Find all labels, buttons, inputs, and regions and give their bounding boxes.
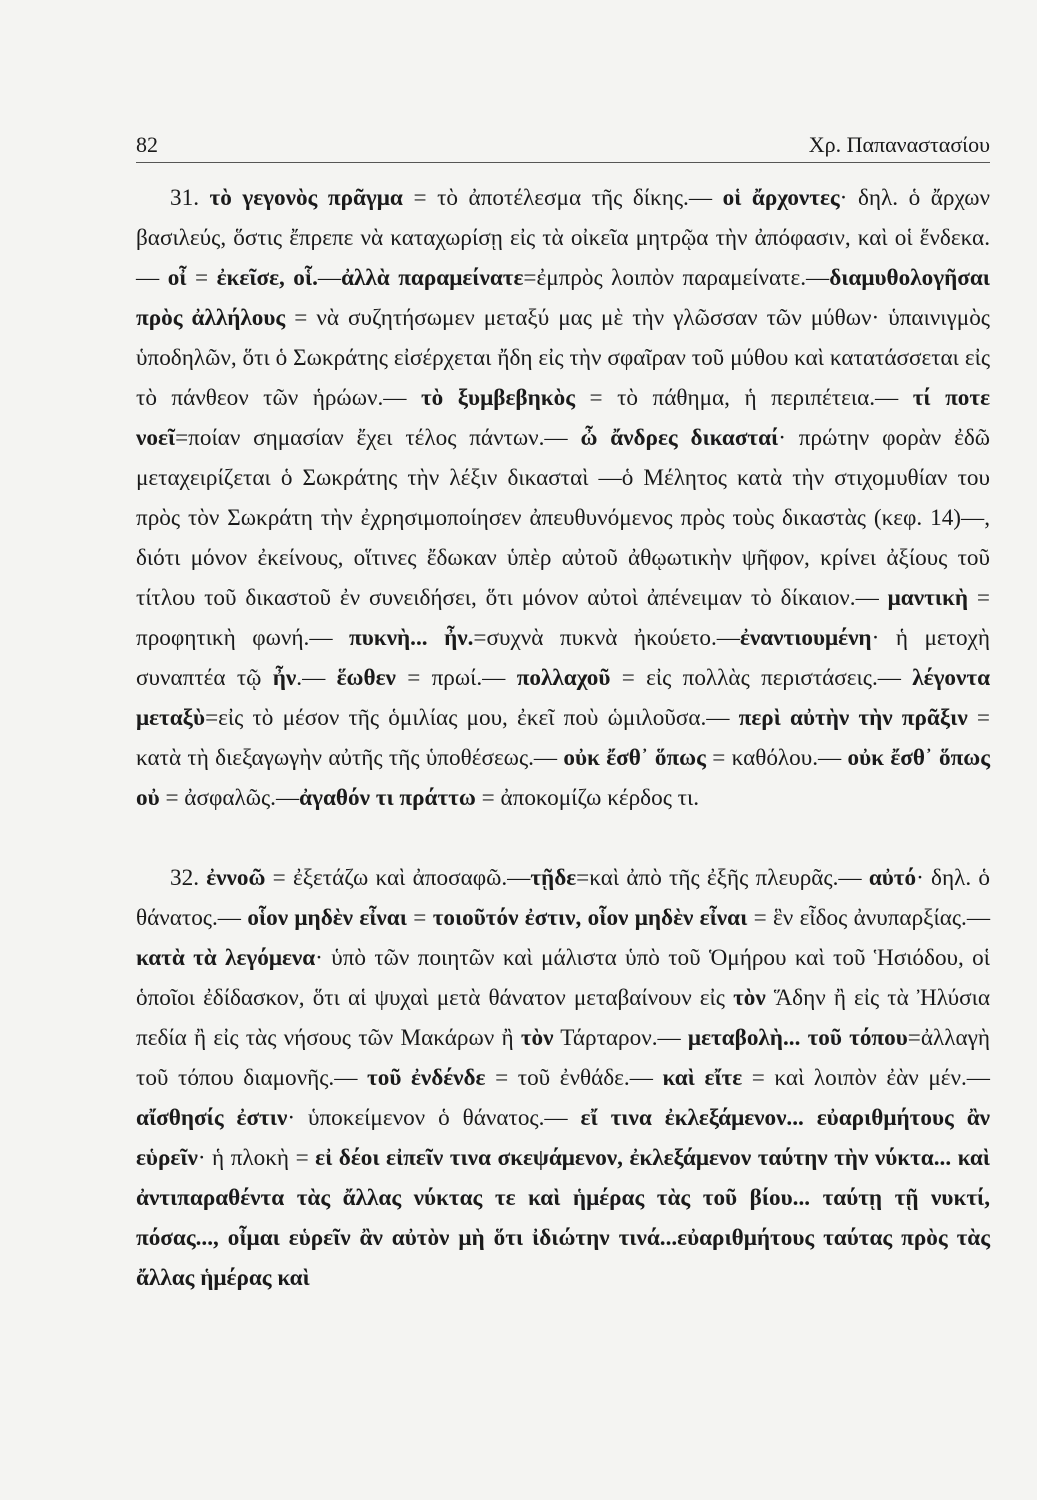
gloss: = τοῦ ἐνθάδε.—: [485, 1065, 663, 1091]
gloss: = νὰ συζητήσωμεν μεταξύ μας μὲ τὴν γλῶσσαν τῶν μύθων· ὑπαινιγμὸς ὑποδηλῶν, ὅτι ὁ Σωκράτης εἰσέρχεται ἤδη εἰς τὴν σφαῖραν τοῦ μύθου καὶ κατατάσσεται εἰς τὸ πάνθεον τῶν ἡρώων.—: [136, 305, 990, 411]
lemma: κατὰ τὰ λεγόμενα: [136, 945, 316, 971]
gloss: = καθόλου.—: [705, 745, 848, 771]
gloss: = καὶ λοιπὸν ἐὰν μέν.—: [742, 1065, 990, 1091]
gloss: = ἐξετάζω καὶ ἀποσαφῶ.—: [265, 865, 531, 891]
lemma: οἶ: [167, 265, 187, 291]
lemma: τοῦ ἐνδένδε: [367, 1065, 486, 1091]
gloss: =καὶ ἀπὸ τῆς ἐξῆς πλευρᾶς.—: [576, 865, 869, 891]
lemma: οὐκ ἔσθ᾿ ὅπως: [563, 745, 706, 771]
lemma: ἐκεῖσε, οἷ.: [216, 265, 318, 291]
gloss: = ἀποκομίζω κέρδος τι.: [475, 785, 700, 811]
gloss: = τὸ πάθημα, ἡ περιπέτεια.—: [575, 385, 913, 411]
lemma: οἷον μηδὲν εἶναι: [247, 905, 407, 931]
gloss: = πρωί.—: [395, 665, 517, 691]
gloss: Ἅδην ἢ εἰς τὰ Ἠλύσια πεδία ἢ εἰς τὰς νήσους τῶν Μακάρων ἢ: [136, 985, 990, 1051]
lemma: ὦ ἄνδρες δικασταί: [580, 425, 779, 451]
lemma: ἀγαθόν τι πράττω: [299, 785, 476, 811]
lemma: τὸν: [520, 1025, 554, 1051]
running-title: Χρ. Παπαναστασίου: [808, 132, 990, 157]
gloss: · δηλ. ὁ ἄρχων βασιλεύς, ὅστις ἔπρεπε νὰ καταχωρίσῃ εἰς τὰ οἰκεῖα μητρῷα τὴν ἀπόφασιν, καὶ οἱ ἕνδεκα.—: [136, 185, 990, 291]
lemma: τί ποτε νοεῖ: [136, 385, 990, 451]
lemma: ἦν: [272, 665, 297, 691]
lemma: ἐννοῶ: [206, 865, 266, 891]
lemma: οἱ ἄρχοντες: [722, 185, 840, 211]
lemma: ἀλλὰ παραμείνατε: [341, 265, 524, 291]
lemma: διαμυθολογῆσαι πρὸς ἀλλήλους: [136, 265, 990, 331]
gloss: · ἡ μετοχὴ συναπτέα τῷ: [136, 625, 990, 691]
gloss: · πρώτην φορὰν ἐδῶ μεταχειρίζεται ὁ Σωκράτης τὴν λέξιν δικασταὶ —ὁ Μέλητος κατὰ τὴν στιχομυθίαν του πρὸς τὸν Σωκράτη τὴν ἐχρησιμοποίησεν ἀπευθυνόμενος πρὸς τοὺς δικαστὰς (κεφ. 14)—, διότι μόνον ἐκείνους, οἵτινες ἔδωκαν ὑπὲρ αὐτοῦ ἀθῳωτικὴν ψῆφον, κρίνει ἀξίους τοῦ τίτλου τοῦ δικαστοῦ ἐν συνειδήσει, ὅτι μόνον αὐτοὶ ἀπένειμαν τὸ δίκαιον.—: [136, 425, 991, 611]
lemma: πολλαχοῦ: [516, 665, 611, 691]
lemma: πυκνὴ... ἦν.: [349, 625, 474, 651]
lemma: αὐτό: [868, 865, 917, 891]
header-rule: [136, 162, 990, 163]
page-header: [136, 132, 990, 158]
lemma: καὶ εἴτε: [662, 1065, 743, 1091]
lemma: τῇδε: [530, 865, 577, 891]
paragraph-32: [136, 858, 990, 1298]
gloss: .—: [296, 665, 337, 691]
gloss: —: [317, 265, 342, 291]
gloss: Τάρταρον.—: [553, 1025, 688, 1051]
lemma: οὐκ ἔσθ᾿ ὅπως οὐ: [136, 745, 991, 811]
lemma: τὸν: [733, 985, 766, 1011]
gloss: =εἰς τὸ μέσον τῆς ὁμιλίας μου, ἐκεῖ ποὺ ὡμιλοῦσα.—: [205, 705, 739, 731]
gloss: = ἓν εἶδος ἀνυπαρξίας.—: [747, 905, 991, 931]
gloss: =: [406, 905, 433, 931]
paragraph-31: [136, 178, 990, 818]
gloss: = κατὰ τὴ διεξαγωγὴν αὐτῆς τῆς ὑποθέσεως.—: [136, 705, 990, 771]
page-number: 82: [136, 132, 158, 157]
gloss: =συχνὰ πυκνὰ ἠκούετο.—: [473, 625, 740, 651]
gloss: · ἡ πλοκὴ =: [197, 1145, 316, 1171]
gloss: = προφητικὴ φωνή.—: [136, 585, 990, 651]
gloss: = εἰς πολλὰς περιστάσεις.—: [610, 665, 913, 691]
gloss: = τὸ ἀποτέλεσμα τῆς δίκης.—: [402, 185, 723, 211]
lemma: τὸ γεγονὸς πρᾶγμα: [209, 185, 403, 211]
lemma: ἐναντιουμένη: [739, 625, 872, 651]
gloss: · ὑπὸ τῶν ποιητῶν καὶ μάλιστα ὑπὸ τοῦ Ὁμήρου καὶ τοῦ Ἡσιόδου, οἱ ὁποῖοι ἐδίδασκον, ὅτι αἱ ψυχαὶ μετὰ θάνατον μεταβαίνουν εἰς: [136, 945, 990, 1011]
gloss: · δηλ. ὁ θάνατος.—: [136, 865, 990, 931]
lemma: εἰ δέοι εἰπεῖν τινα σκεψάμενον, ἐκλεξάμενον ταύτην τὴν νύκτα... καὶ ἀντιπαραθέντα τὰς ἄλλας νύκτας τε καὶ ἡμέρας τὰς τοῦ βίου... ταύτῃ τῇ νυκτί, πόσας..., οἶμαι εὑρεῖν ἂν αὐτὸν μὴ ὅτι ἰδιώτην τινά...εὐαριθμήτους ταύτας πρὸς τὰς ἄλλας ἡμέρας καὶ: [136, 1145, 990, 1291]
gloss: =: [186, 265, 217, 291]
lemma: μαντικὴ: [887, 585, 969, 611]
lemma: τὸ ξυμβεβηκὸς: [420, 385, 575, 411]
lemma: εἴ τινα ἐκλεξάμενον... εὐαριθμήτους ἂν εὑρεῖν: [136, 1105, 991, 1171]
gloss: · ὑποκείμενον ὁ θάνατος.—: [287, 1105, 581, 1131]
section-number: 32.: [170, 865, 207, 891]
lemma: αἴσθησίς ἐστιν: [136, 1105, 288, 1131]
gloss: = ἀσφαλῶς.—: [159, 785, 300, 811]
gloss: =ἐμπρὸς λοιπὸν παραμείνατε.—: [523, 265, 830, 291]
gloss: =ἀλλαγὴ τοῦ τόπου διαμονῆς.—: [136, 1025, 990, 1091]
lemma: τοιοῦτόν ἐστιν, οἷον μηδὲν εἶναι: [432, 905, 748, 931]
lemma: ἕωθεν: [336, 665, 396, 691]
commentary-body: [136, 178, 990, 1298]
section-number: 31.: [170, 185, 210, 211]
gloss: =ποίαν σημασίαν ἔχει τέλος πάντων.—: [175, 425, 581, 451]
lemma: λέγοντα μεταξὺ: [136, 665, 991, 731]
lemma: περὶ αὐτὴν τὴν πρᾶξιν: [738, 705, 968, 731]
lemma: μεταβολὴ... τοῦ τόπου: [687, 1025, 908, 1051]
